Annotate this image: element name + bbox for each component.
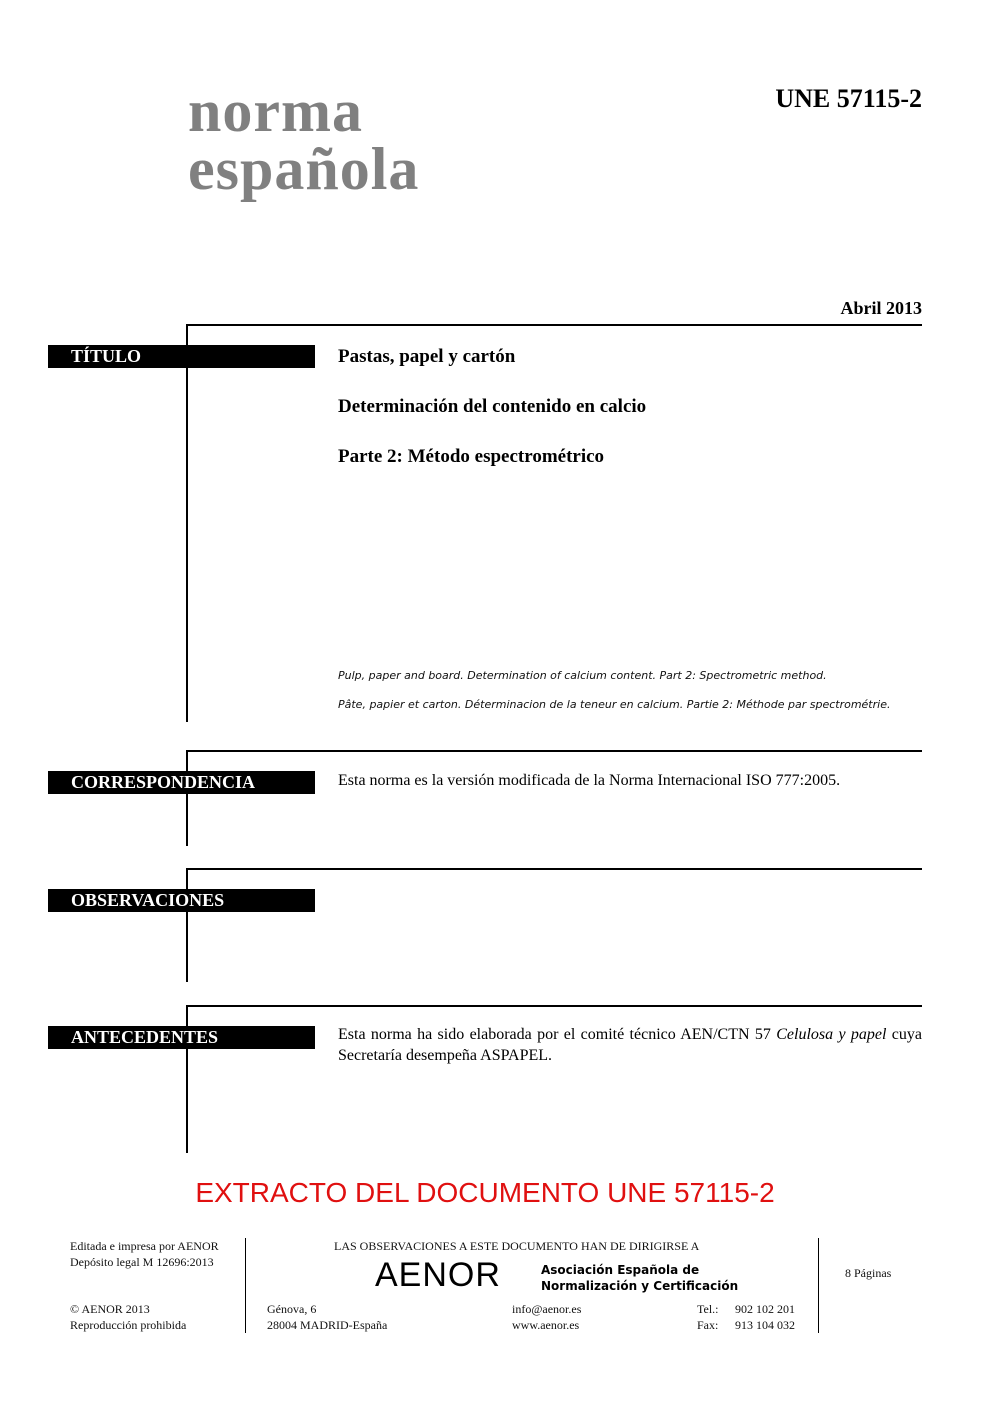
footer-address-2: 28004 MADRID-España <box>267 1318 388 1332</box>
antecedentes-text-start: Esta norma ha sido elaborada por el comité técnico AEN/CTN 57 <box>338 1026 777 1043</box>
correspondencia-label: CORRESPONDENCIA <box>48 771 315 794</box>
footer-address-1: Génova, 6 <box>267 1302 317 1316</box>
title-french: Pâte, papier et carton. Déterminacion de la teneur en calcium. Partie 2: Méthode par spectrométrie. <box>338 698 891 711</box>
title-line-1: Pastas, papel y cartón <box>338 346 516 367</box>
footer-divider-left <box>245 1238 246 1333</box>
title-english: Pulp, paper and board. Determination of calcium content. Part 2: Spectrometric method. <box>338 669 827 682</box>
titulo-label: TÍTULO <box>48 345 315 368</box>
brand-line-1: norma <box>188 78 363 144</box>
titulo-left-rule <box>186 324 188 722</box>
footer-copyright: © AENOR 2013 <box>70 1302 150 1316</box>
footer-fax: 913 104 032 <box>735 1318 795 1332</box>
footer-web: www.aenor.es <box>512 1318 580 1332</box>
footer-email: info@aenor.es <box>512 1302 582 1316</box>
footer-fax-label: Fax: <box>697 1318 719 1332</box>
antecedentes-text-end: cuya Secretaría desempeña ASPAPEL. <box>338 1026 922 1064</box>
brand-title <box>188 78 420 202</box>
footer-pages: 8 Páginas <box>845 1266 892 1280</box>
footer-deposit: Depósito legal M 12696:2013 <box>70 1255 214 1269</box>
title-line-2: Determinación del contenido en calcio <box>338 396 647 417</box>
footer-reproduction: Reproducción prohibida <box>70 1318 187 1332</box>
aenor-organization <box>541 1262 738 1294</box>
correspondencia-left-rule <box>186 750 188 846</box>
brand-line-2: española <box>188 136 420 202</box>
antecedentes-committee-name: Celulosa y papel <box>776 1026 887 1043</box>
footer-observations: LAS OBSERVACIONES A ESTE DOCUMENTO HAN DE DIRIGIRSE A <box>334 1239 700 1253</box>
footer-edited: Editada e impresa por AENOR <box>70 1239 219 1253</box>
title-line-3: Parte 2: Método espectrométrico <box>338 446 605 467</box>
observaciones-top-rule <box>188 868 922 870</box>
observaciones-label: OBSERVACIONES <box>48 889 315 912</box>
extract-notice: EXTRACTO DEL DOCUMENTO UNE 57115-2 <box>195 1177 775 1208</box>
observaciones-left-rule <box>186 868 188 982</box>
antecedentes-label: ANTECEDENTES <box>48 1026 315 1049</box>
correspondencia-text: Esta norma es la versión modificada de la Norma Internacional ISO 777:2005. <box>338 772 841 789</box>
antecedentes-text <box>338 1024 922 1066</box>
correspondencia-top-rule <box>188 750 922 752</box>
aenor-logo: AENOR <box>375 1256 501 1294</box>
publication-date: Abril 2013 <box>840 298 922 318</box>
aenor-org-line-2: Normalización y Certificación <box>541 1279 739 1293</box>
footer-tel-label: Tel.: <box>697 1302 719 1316</box>
standard-code: UNE 57115-2 <box>775 84 922 113</box>
footer-divider-right <box>818 1238 819 1333</box>
antecedentes-top-rule <box>188 1005 922 1007</box>
footer-tel: 902 102 201 <box>735 1302 795 1316</box>
aenor-org-line-1: Asociación Española de <box>541 1263 700 1277</box>
titulo-top-rule <box>188 324 922 326</box>
